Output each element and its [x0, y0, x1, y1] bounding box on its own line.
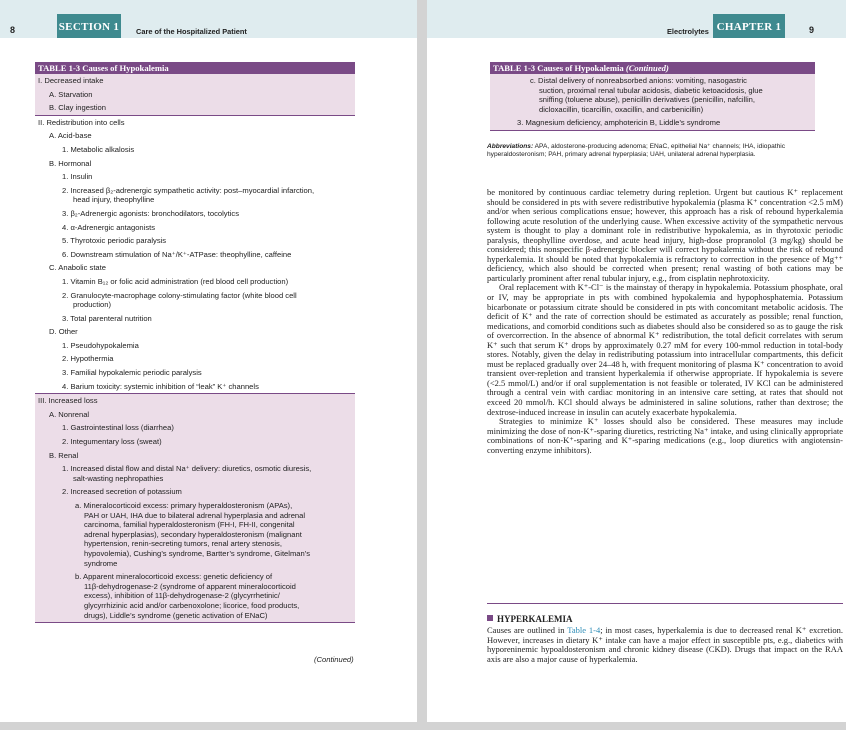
- table-row-line: 3. Magnesium deficiency, amphotericin B, Liddle’s syndrome: [517, 118, 721, 128]
- body-text: [487, 188, 843, 455]
- table-row-line: carcinoma, familial hyperaldosteronism (FH-I, FH-II, congenital: [84, 520, 295, 530]
- table-row: [35, 449, 355, 463]
- left-page-number: 8: [10, 25, 16, 35]
- table-row: [35, 170, 355, 184]
- table-row: [35, 289, 355, 312]
- table-row: [490, 116, 815, 130]
- table-row: [35, 366, 355, 380]
- table-row: [490, 74, 815, 116]
- table-row: [35, 248, 355, 262]
- abbreviations-note: [487, 143, 843, 159]
- table-row-line: hypertension, renin-secreting tumors, renal artery stenosis,: [84, 539, 282, 549]
- table-row-line: adrenal hyperplasias), secondary hyperaldosteronism (malignant: [84, 529, 302, 539]
- left-page: [0, 0, 417, 722]
- table-row-line: 2. Integumentary loss (sweat): [62, 437, 162, 447]
- table-row: [35, 393, 355, 408]
- table-row-line: 1. Metabolic alkalosis: [62, 144, 135, 154]
- table-row-line: 2. Hypothermia: [62, 354, 114, 364]
- table-row: [35, 380, 355, 394]
- table-row: [35, 462, 355, 485]
- hyper-text-pre: Causes are outlined in: [487, 625, 568, 635]
- table-row-line: 1. Insulin: [62, 172, 93, 182]
- table-row: [35, 101, 355, 115]
- paragraph: Oral replacement with K⁺-Cl⁻ is the mainstay of therapy in hypokalemia. Potassium phosphate, oral or IV, may be appropriate in pts with combined hypokalemia and hypophosphatemia. Potassium bicarbonate or potassium citrate should be considered in pts with concomitant metabolic acidosis. The deficit of K⁺ and the rate of correction should be estimated as accurately as possible; renal function, medications, and comorbid conditions such as diabetes should also be considered so as to gauge the risk of overcorrection. In the absence of abnormal K⁺ redistribution, the total deficit correlates with serum K⁺ such that serum K⁺ drops by approximately 0.27 mM for every 100-mmol reduction in total-body stores. Notably, given the delay in redistributing potassium into intracellular compartments, this deficit must be replaced gradually over 24–48 h, with frequent monitoring of plasma K⁺ concentration to avoid transient over-repletion and transient hyperkalemia if otherwise appropriate. If hypokalemia is severe (<2.5 mmol/L) and/or if oral supplementation is not feasible or tolerated, IV KCl can be administered through a central vein with cardiac monitoring in an intensive care setting, at rates that should not exceed 20 mmol/h. KCl should always be administered in saline solutions, rather than dextrose; the dextrose-induced increase in insulin can acutely exacerbate hypokalemia.: [487, 282, 843, 417]
- continued-note: (Continued): [314, 655, 354, 664]
- table-row: [35, 129, 355, 143]
- table-row-line: 5. Thyrotoxic periodic paralysis: [62, 236, 167, 246]
- table-row: [35, 143, 355, 157]
- table-row-line: 2. Granulocyte-macrophage colony-stimulating factor (white blood cell: [62, 290, 297, 300]
- table-title-cont: (Continued): [625, 63, 669, 73]
- chapter-tab: CHAPTER 1: [713, 14, 785, 38]
- table-row-line: c. Distal delivery of nonreabsorbed anions: vomiting, nasogastric: [530, 76, 747, 85]
- table-row-line: excess), inhibition of 11β-dehydrogenase-2 (glycyrrhetinic/: [84, 591, 280, 601]
- table-title-text: TABLE 1-3 Causes of Hypokalemia: [493, 63, 624, 73]
- section-divider: [487, 603, 843, 604]
- table-row-line: B. Clay ingestion: [49, 103, 106, 113]
- table-row-line: 2. Increased β₂-adrenergic sympathetic activity: post–myocardial infarction,: [62, 185, 315, 195]
- table-title-continued: [490, 62, 815, 74]
- table-row-line: a. Mineralocorticoid excess: primary hyperaldosteronism (APAs),: [75, 501, 293, 510]
- table-row: [35, 312, 355, 326]
- table-row: [35, 221, 355, 235]
- table-rows-continued: [490, 74, 815, 131]
- right-page-number: 9: [809, 25, 815, 35]
- table-row-line: dicloxacillin, ticarcillin, oxacillin, and carbenicillin): [539, 104, 704, 114]
- paragraph: be monitored by continuous cardiac telemetry during repletion. Urgent but cautious K⁺ replacement should be considered in pts with severe redistributive hypokalemia (plasma K⁺ concentration <2.5 mM) and/or when serious complications ensue; however, this approach has a risk of rebound hyperkalemia following acute resolution of the underlying cause. When excessive activity of the sympathetic nervous system is thought to play a dominant role in redistributive hypokalemia, as in thyrotoxic periodic paralysis, theophylline overdose, and acute head injury, high-dose propranolol (3 mg/kg) should be considered; this nonspecific β-adrenergic blocker will correct hypokalemia without the risk of rebound hyperkalemia. It should be noted that hypokalemia is refractory to correction in the presence of Mg⁺⁺ deficiency, which also should be corrected when present; renal wasting of both cations may be particularly prominent after renal tubular injury, e.g., from cisplatin nephrotoxicity.: [487, 187, 843, 283]
- hyper-text-post: ; in most cases, hyperkalemia is due to decreased renal K⁺ excretion. However, increases in dietary K⁺ intake can have a major effect in susceptible pts, e.g., diabetics with hyporeninemic hypoaldosteronism and chronic kidney disease (CKD). Drugs that impact on the RAA axis are also a major cause of hyperkalemia.: [487, 625, 844, 664]
- table-row: [35, 261, 355, 275]
- table-row-line: sniffing (toluene abuse), penicillin derivatives (penicillin, nafcillin,: [539, 95, 755, 105]
- table-row-line: salt-wasting nephropathies: [73, 473, 164, 483]
- table-row: [35, 88, 355, 102]
- table-row-line: 11β-dehydrogenase-2 (syndrome of apparent mineralocorticoid: [84, 581, 296, 591]
- right-page: [427, 0, 846, 722]
- table-row-line: glycyrrhizinic acid and/or carbenoxolone; licorice, food products,: [84, 600, 300, 610]
- left-running-title: Care of the Hospitalized Patient: [136, 27, 247, 36]
- table-row: [35, 570, 355, 622]
- table-row-line: syndrome: [84, 558, 118, 568]
- table-row: [35, 157, 355, 171]
- table-row-line: suction, proximal renal tubular acidosis, diabetic ketoacidosis, glue: [539, 85, 763, 95]
- hyperkalemia-heading: [487, 614, 573, 624]
- abbrev-label: Abbreviations:: [487, 143, 534, 150]
- table-row-line: A. Starvation: [49, 89, 93, 99]
- right-running-title: Electrolytes: [667, 27, 709, 36]
- table-row: [35, 74, 355, 88]
- table-row: [35, 207, 355, 221]
- table-title: TABLE 1-3 Causes of Hypokalemia: [35, 62, 355, 74]
- heading-square-icon: [487, 615, 493, 621]
- table-row: [35, 184, 355, 207]
- table-row-line: B. Hormonal: [49, 158, 92, 168]
- table-row-line: production): [73, 300, 111, 310]
- table-row: [35, 325, 355, 339]
- table-row: [35, 435, 355, 449]
- table-row: [35, 408, 355, 422]
- hypokalemia-table-continued: [490, 62, 815, 131]
- table-row-line: PAH or UAH, IHA due to bilateral adrenal hyperplasia and adrenal: [84, 510, 306, 520]
- table-row: [35, 234, 355, 248]
- table-row: [35, 115, 355, 130]
- table-row-line: b. Apparent mineralocorticoid excess: genetic deficiency of: [75, 572, 273, 582]
- table-row-line: 6. Downstream stimulation of Na⁺/K⁺-ATPase: theophylline, caffeine: [62, 249, 292, 259]
- table-row-line: A. Acid-base: [49, 131, 92, 141]
- table-1-4-link[interactable]: Table 1-4: [567, 625, 601, 635]
- table-row-line: C. Anabolic state: [49, 263, 106, 273]
- table-row: [35, 275, 355, 289]
- table-row-line: 4. Barium toxicity: systemic inhibition of “leak” K⁺ channels: [62, 381, 259, 391]
- table-row: [35, 485, 355, 499]
- table-row-line: 1. Increased distal flow and distal Na⁺ delivery: diuretics, osmotic diuresis,: [62, 464, 312, 474]
- table-row-line: 1. Gastrointestinal loss (diarrhea): [62, 423, 174, 433]
- table-row-line: 3. Familial hypokalemic periodic paralysis: [62, 368, 202, 378]
- hypokalemia-table: [35, 62, 355, 623]
- table-row-line: III. Increased loss: [38, 396, 98, 406]
- table-row-line: hypovolemia), Cushing’s syndrome, Bartter’s syndrome, Gitelman’s: [84, 548, 311, 558]
- table-row-line: head injury, theophylline: [73, 195, 155, 205]
- table-row-line: I. Decreased intake: [38, 76, 104, 85]
- table-row-line: 3. β₂-Adrenergic agonists: bronchodilators, tocolytics: [62, 208, 239, 218]
- table-rows: [35, 74, 355, 623]
- table-row-line: A. Nonrenal: [49, 409, 90, 419]
- table-row-line: 3. Total parenteral nutrition: [62, 313, 152, 323]
- table-row-line: 1. Pseudohypokalemia: [62, 340, 139, 350]
- section-tab: SECTION 1: [57, 14, 121, 38]
- table-row: [35, 499, 355, 570]
- hyperkalemia-heading-text: HYPERKALEMIA: [497, 614, 573, 624]
- table-row-line: B. Renal: [49, 450, 79, 460]
- paragraph: Strategies to minimize K⁺ losses should also be considered. These measures may include minimizing the dose of non-K⁺-sparing diuretics, restricting Na⁺ intake, and using clinically appropriate combinations of non-K⁺-sparing and K⁺-sparing medications (e.g., loop diuretics with angiotensin-converting enzyme inhibitors).: [487, 416, 843, 455]
- table-row: [35, 352, 355, 366]
- table-row-line: 4. α-Adrenergic antagonists: [62, 222, 156, 232]
- table-row-line: 1. Vitamin B₁₂ or folic acid administration (red blood cell production): [62, 276, 289, 286]
- table-row-line: II. Redistribution into cells: [38, 117, 125, 127]
- hyperkalemia-paragraph: [487, 626, 843, 664]
- abbrev-text: APA, aldosterone-producing adenoma; ENaC, epithelial Na⁺ channels; IHA, idiopathic hyperaldosteronism; PAH, primary adrenal hyperplasia; UAH, unilateral adrenal hyperplasia.: [487, 143, 786, 159]
- table-row-line: D. Other: [49, 327, 78, 337]
- table-row: [35, 421, 355, 435]
- table-row: [35, 339, 355, 353]
- table-row-line: 2. Increased secretion of potassium: [62, 487, 182, 497]
- table-row-line: drugs), Liddle’s syndrome (genetic activation of ENaC): [84, 610, 268, 620]
